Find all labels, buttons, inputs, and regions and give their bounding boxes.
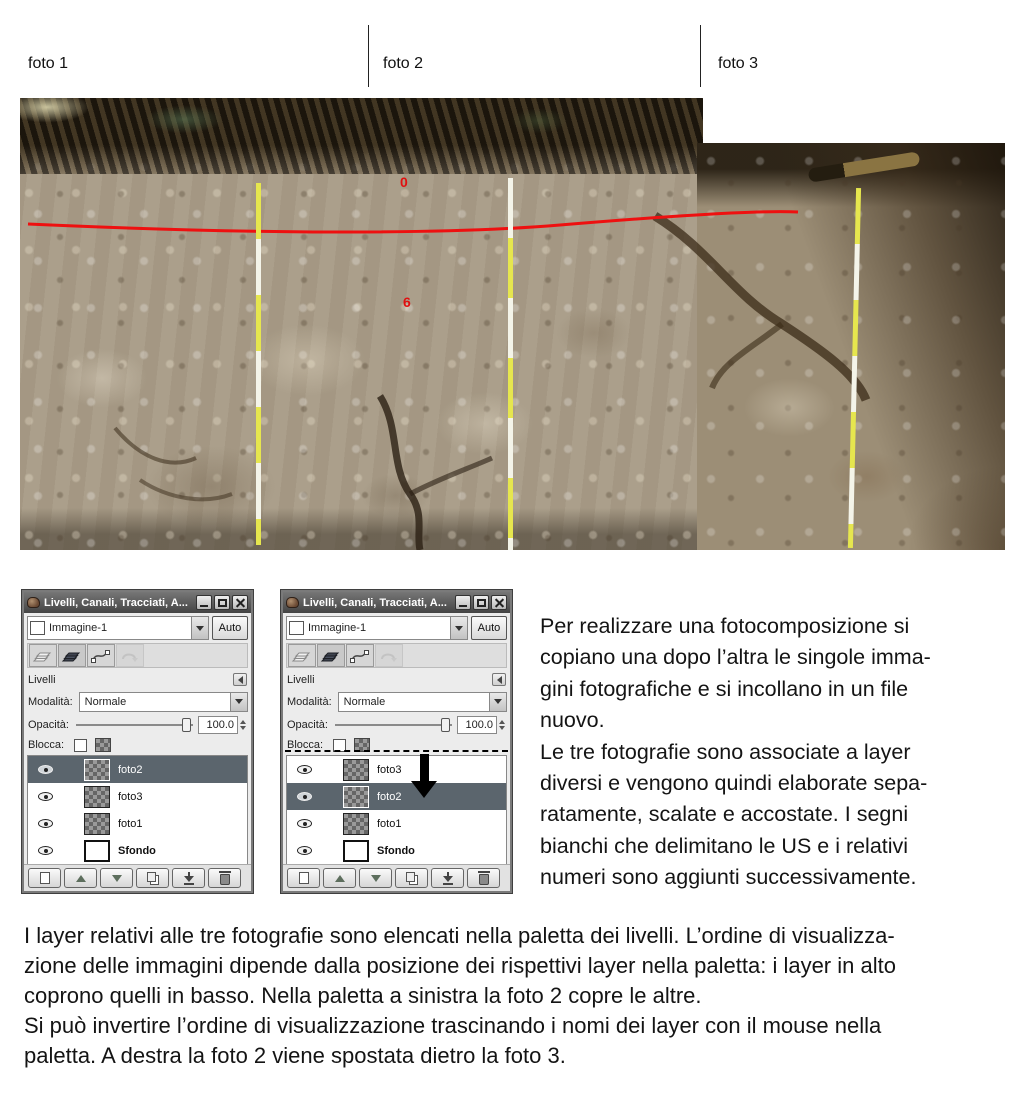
slider-handle[interactable]: [182, 718, 191, 732]
chevron-down-icon: [494, 699, 502, 704]
history-icon: [378, 648, 400, 664]
titlebar[interactable]: [24, 592, 251, 613]
layer-list: [286, 755, 507, 867]
mode-value: Normale: [343, 695, 386, 708]
lock-label: Blocca:: [28, 739, 65, 751]
layer-row[interactable]: [287, 810, 506, 837]
menu-arrow-icon: [497, 676, 502, 684]
opacity-stepper[interactable]: [497, 716, 507, 734]
layers-palette-right: [281, 590, 512, 893]
tab-history[interactable]: [116, 644, 144, 667]
chevron-down-icon: [455, 626, 463, 631]
dialog-tabs: [286, 643, 507, 668]
opacity-value[interactable]: 100.0: [198, 716, 238, 734]
opacity-stepper[interactable]: [238, 716, 248, 734]
layers-palette-left: [22, 590, 253, 893]
duplicate-layer-button[interactable]: [136, 868, 169, 888]
layer-name: foto3: [377, 763, 402, 776]
layers-icon: [291, 648, 313, 664]
lower-layer-button[interactable]: [359, 868, 392, 888]
us-number-mid: 6: [403, 294, 411, 310]
bottom-paragraph: [24, 921, 1014, 1071]
slider-handle[interactable]: [441, 718, 450, 732]
visibility-eye-icon[interactable]: [297, 792, 312, 801]
layer-name: Sfondo: [118, 844, 156, 857]
visibility-eye-icon[interactable]: [38, 792, 53, 801]
tab-layers[interactable]: [288, 644, 316, 667]
text-line: I layer relativi alle tre fotografie sono elencati nella paletta dei livelli. L’ordine di visualizza-: [24, 923, 895, 948]
auto-button[interactable]: Auto: [212, 616, 248, 640]
tab-layers[interactable]: [29, 644, 57, 667]
visibility-eye-icon[interactable]: [297, 765, 312, 774]
new-layer-button[interactable]: [28, 868, 61, 888]
root-large: [655, 216, 866, 400]
image-name: Immagine-1: [308, 622, 367, 634]
mode-label: Modalità:: [287, 695, 332, 708]
visibility-eye-icon[interactable]: [297, 819, 312, 828]
text-line: copiano una dopo l’altra le singole imma-: [540, 645, 931, 670]
paths-icon: [349, 648, 371, 664]
layer-actions: [283, 864, 510, 891]
dialog-menu-button[interactable]: [233, 673, 247, 686]
layer-thumbnail: [84, 786, 110, 808]
layer-name: foto3: [118, 790, 143, 803]
text-line: Si può invertire l’ordine di visualizzazione trascinando i nomi dei layer con il mouse nella: [24, 1013, 882, 1038]
image-name: Immagine-1: [49, 622, 108, 634]
measuring-rod-2: [508, 178, 513, 550]
text-line: paletta. A destra la foto 2 viene spostata dietro la foto 3.: [24, 1043, 566, 1068]
text-line: Per realizzare una fotocomposizione si: [540, 614, 910, 638]
window-title: Livelli, Canali, Tracciati, A...: [303, 596, 447, 609]
duplicate-layer-button[interactable]: [395, 868, 428, 888]
history-icon: [119, 648, 141, 664]
layer-thumbnail: [84, 840, 110, 862]
lower-layer-button[interactable]: [100, 868, 133, 888]
text-line: coprono quelli in basso. Nella paletta a sinistra la foto 2 copre le altre.: [24, 983, 702, 1008]
root-center-branch: [410, 458, 492, 494]
anchor-layer-button[interactable]: [431, 868, 464, 888]
layer-name: Sfondo: [377, 844, 415, 857]
mode-select[interactable]: [79, 692, 248, 712]
visibility-eye-icon[interactable]: [38, 819, 53, 828]
text-line: numeri sono aggiunti successivamente.: [540, 865, 917, 890]
tab-paths[interactable]: [346, 644, 374, 667]
text-line: diversi e vengono quindi elaborate sepa-: [540, 771, 928, 796]
text-line: zione delle immagini dipende dalla posizione dei rispettivi layer nella paletta: i layer in alto: [24, 953, 896, 978]
layer-name: foto2: [118, 763, 143, 776]
opacity-value[interactable]: 100.0: [457, 716, 497, 734]
channels-icon: [61, 648, 83, 664]
photo-label-2: foto 2: [383, 55, 424, 72]
tab-channels[interactable]: [58, 644, 86, 667]
text-line: nuovo.: [540, 708, 605, 733]
layer-row[interactable]: [287, 837, 506, 864]
layer-row[interactable]: [287, 756, 506, 783]
window-title: Livelli, Canali, Tracciati, A...: [44, 596, 188, 609]
paths-icon: [90, 648, 112, 664]
side-paragraph: [540, 611, 1018, 894]
layer-thumbnail: [84, 813, 110, 835]
channels-icon: [320, 648, 342, 664]
visibility-eye-icon[interactable]: [297, 846, 312, 855]
opacity-label: Opacità:: [287, 719, 328, 731]
layer-row[interactable]: [28, 783, 247, 810]
layer-list: [27, 755, 248, 867]
close-button[interactable]: [491, 595, 507, 610]
image-dropdown-button[interactable]: [450, 617, 467, 639]
layer-thumbnail: [343, 813, 369, 835]
mode-dropdown-button[interactable]: [489, 693, 506, 711]
opacity-label: Opacità:: [28, 719, 69, 731]
close-button[interactable]: [232, 595, 248, 610]
dialog-tabs: [27, 643, 248, 668]
layer-name: foto1: [377, 817, 402, 830]
opacity-slider[interactable]: [76, 718, 193, 732]
mode-label: Modalità:: [28, 695, 73, 708]
visibility-eye-icon[interactable]: [38, 846, 53, 855]
raise-layer-button[interactable]: [323, 868, 356, 888]
root-center: [380, 396, 420, 550]
layer-thumbnail: [84, 759, 110, 781]
layer-row[interactable]: [287, 783, 506, 810]
mode-dropdown-button[interactable]: [230, 693, 247, 711]
divider-line-2: [700, 25, 701, 87]
us-number-top: 0: [400, 174, 408, 190]
root-left-2: [140, 480, 232, 499]
gimp-icon: [286, 597, 299, 608]
red-us-line: [28, 212, 798, 232]
auto-button[interactable]: Auto: [471, 616, 507, 640]
new-layer-button[interactable]: [287, 868, 320, 888]
image-swatch: [289, 621, 304, 635]
drop-indicator-line: [285, 750, 508, 752]
text-line: ratamente, scalate e accostate. I segni: [540, 802, 909, 827]
section-label: Livelli: [287, 673, 315, 686]
text-line: gini fotografiche e si incollano in un file: [540, 676, 909, 701]
image-selector[interactable]: [27, 616, 209, 640]
raise-layer-button[interactable]: [64, 868, 97, 888]
photo-label-1: foto 1: [28, 55, 69, 72]
photo-composite: [20, 98, 1005, 550]
layer-row[interactable]: [28, 810, 247, 837]
image-dropdown-button[interactable]: [191, 617, 208, 639]
mode-select[interactable]: [338, 692, 507, 712]
layer-thumbnail: [343, 759, 369, 781]
maximize-button[interactable]: [214, 595, 230, 610]
layer-actions: [24, 864, 251, 891]
titlebar[interactable]: [283, 592, 510, 613]
layer-row[interactable]: [28, 837, 247, 864]
layer-name: foto1: [118, 817, 143, 830]
photo-label-3: foto 3: [718, 55, 759, 72]
minimize-button[interactable]: [455, 595, 471, 610]
root-branch: [712, 324, 782, 388]
minimize-button[interactable]: [196, 595, 212, 610]
opacity-slider[interactable]: [335, 718, 452, 732]
layer-name: foto2: [377, 790, 402, 803]
lock-alpha-icon[interactable]: [95, 738, 111, 752]
delete-layer-button[interactable]: [208, 868, 241, 888]
mode-value: Normale: [84, 695, 127, 708]
divider-line-1: [368, 25, 369, 87]
lock-label: Blocca:: [287, 739, 324, 751]
gimp-icon: [27, 597, 40, 608]
layer-thumbnail: [343, 786, 369, 808]
anchor-layer-button[interactable]: [172, 868, 205, 888]
dialog-menu-button[interactable]: [492, 673, 506, 686]
chevron-down-icon: [235, 699, 243, 704]
tab-channels[interactable]: [317, 644, 345, 667]
drag-down-arrow-icon: [411, 754, 438, 798]
root-left-1: [115, 428, 196, 463]
tab-paths[interactable]: [87, 644, 115, 667]
maximize-button[interactable]: [473, 595, 489, 610]
layers-icon: [32, 648, 54, 664]
menu-arrow-icon: [238, 676, 243, 684]
image-selector[interactable]: [286, 616, 468, 640]
delete-layer-button[interactable]: [467, 868, 500, 888]
layer-thumbnail: [343, 840, 369, 862]
measuring-rod-1: [256, 183, 261, 545]
lock-checkbox[interactable]: [74, 739, 87, 752]
visibility-eye-icon[interactable]: [38, 765, 53, 774]
text-line: Le tre fotografie sono associate a layer: [540, 739, 911, 764]
image-swatch: [30, 621, 45, 635]
chevron-down-icon: [196, 626, 204, 631]
tab-history[interactable]: [375, 644, 403, 667]
section-label: Livelli: [28, 673, 56, 686]
text-line: bianchi che delimitano le US e i relativi: [540, 833, 909, 858]
layer-row[interactable]: [28, 756, 247, 783]
